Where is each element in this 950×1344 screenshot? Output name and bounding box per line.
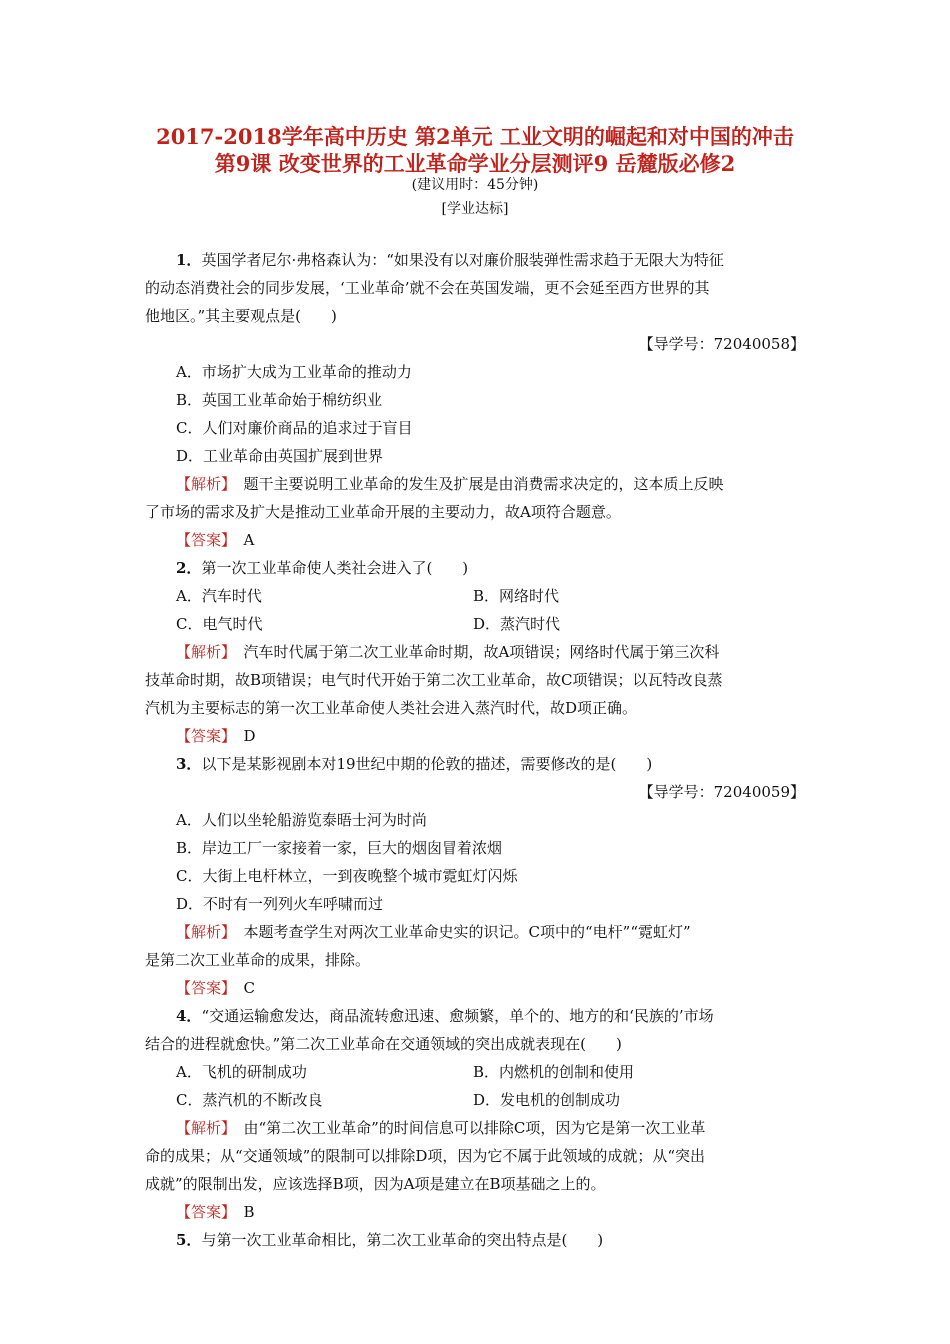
- q2-answer: 【答案】 D: [176, 727, 256, 745]
- q4-answer: 【答案】 B: [176, 1203, 255, 1221]
- q1-stem-line3: 他地区。”其主要观点是( ): [145, 307, 337, 325]
- q4-option-c: C．蒸汽机的不断改良: [176, 1091, 323, 1109]
- doc-title-line2: 第9课 改变世界的工业革命学业分层测评9 岳麓版必修2: [214, 151, 736, 176]
- answer-label: 【答案】: [176, 531, 229, 549]
- q5-stem-line1: 5．与第一次工业革命相比，第二次工业革命的突出特点是( ): [176, 1231, 604, 1249]
- q4-stem-line1: 4．“交通运输愈发达，商品流转愈迅速、愈频繁，单个的、地方的和‘民族的’市场: [176, 1007, 714, 1025]
- q2-stem-line1: 2．第一次工业革命使人类社会进入了( ): [176, 559, 469, 577]
- q1-guide-number: 【导学号：72040058】: [638, 335, 805, 353]
- q4-option-b: B．内燃机的创制和使用: [473, 1063, 635, 1081]
- q4-number: 4．: [176, 1007, 202, 1025]
- analysis-label: 【解析】: [176, 643, 229, 661]
- q2-analysis-line3: 汽机为主要标志的第一次工业革命使人类社会进入蒸汽时代，故D项正确。: [145, 699, 638, 717]
- q2-option-b: B．网络时代: [473, 587, 560, 605]
- q4-stem-line2: 结合的进程就愈快。”第二次工业革命在交通领域的突出成就表现在( ): [145, 1035, 622, 1053]
- q2-option-c: C．电气时代: [176, 615, 263, 633]
- answer-label: 【答案】: [176, 979, 229, 997]
- q1-answer: 【答案】 A: [176, 531, 255, 549]
- q1-option-c: C．人们对廉价商品的追求过于盲目: [176, 419, 413, 437]
- q1-stem-line1: 1．英国学者尼尔·弗格森认为：“如果没有以对廉价服装弹性需求趋于无限大为特征: [176, 251, 724, 269]
- q3-answer: 【答案】 C: [176, 979, 255, 997]
- q3-option-c: C．大街上电杆林立，一到夜晚整个城市霓虹灯闪烁: [176, 867, 518, 885]
- section-heading: [学业达标]: [441, 201, 509, 217]
- q3-number: 3．: [176, 755, 202, 773]
- q4-analysis-line3: 成就”的限制出发，应该选择B项，因为A项是建立在B项基础之上的。: [145, 1175, 606, 1193]
- q2-analysis-line1: 【解析】 汽车时代属于第二次工业革命时期，故A项错误；网络时代属于第三次科: [176, 643, 720, 661]
- doc-title-line1: 2017-2018学年高中历史 第2单元 工业文明的崛起和对中国的冲击: [156, 124, 794, 149]
- q4-analysis-line2: 命的成果；从“交通领域”的限制可以排除D项，因为它不属于此领域的成就；从“突出: [145, 1147, 706, 1165]
- q2-number: 2．: [176, 559, 202, 577]
- q3-analysis-line2: 是第二次工业革命的成果，排除。: [145, 951, 371, 969]
- q2-analysis-line2: 技革命时期，故B项错误；电气时代开始于第二次工业革命，故C项错误；以瓦特改良蒸: [145, 671, 723, 689]
- analysis-label: 【解析】: [176, 923, 229, 941]
- suggested-time: (建议用时：45分钟): [411, 177, 539, 193]
- analysis-label: 【解析】: [176, 1119, 229, 1137]
- q4-option-a: A．飞机的研制成功: [176, 1063, 307, 1081]
- q1-analysis-line1: 【解析】 题干主要说明工业革命的发生及扩展是由消费需求决定的，这本质上反映: [176, 475, 724, 493]
- q1-option-b: B．英国工业革命始于棉纺织业: [176, 391, 383, 409]
- q3-analysis-line1: 【解析】 本题考查学生对两次工业革命史实的识记。C项中的“电杆”“霓虹灯”: [176, 923, 691, 941]
- q2-option-d: D．蒸汽时代: [473, 615, 561, 633]
- q4-option-d: D．发电机的创制成功: [473, 1091, 621, 1109]
- q1-number: 1．: [176, 251, 202, 269]
- q5-number: 5．: [176, 1231, 202, 1249]
- q3-guide-number: 【导学号：72040059】: [638, 783, 805, 801]
- q3-option-d: D．不时有一列列火车呼啸而过: [176, 895, 384, 913]
- q3-stem-line1: 3．以下是某影视剧本对19世纪中期的伦敦的描述，需要修改的是( ): [176, 755, 653, 773]
- q1-analysis-line2: 了市场的需求及扩大是推动工业革命开展的主要动力，故A项符合题意。: [145, 503, 621, 521]
- analysis-label: 【解析】: [176, 475, 229, 493]
- q4-analysis-line1: 【解析】 由“第二次工业革命”的时间信息可以排除C项，因为它是第一次工业革: [176, 1119, 706, 1137]
- answer-label: 【答案】: [176, 1203, 229, 1221]
- q1-option-a: A．市场扩大成为工业革命的推动力: [176, 363, 412, 381]
- answer-label: 【答案】: [176, 727, 229, 745]
- q3-option-a: A．人们以坐轮船游览泰晤士河为时尚: [176, 811, 427, 829]
- q3-option-b: B．岸边工厂一家接着一家，巨大的烟囱冒着浓烟: [176, 839, 503, 857]
- q1-option-d: D．工业革命由英国扩展到世界: [176, 447, 384, 465]
- q2-option-a: A．汽车时代: [176, 587, 262, 605]
- q1-stem-line2: 的动态消费社会的同步发展，‘工业革命’就不会在英国发端，更不会延至西方世界的其: [145, 279, 710, 297]
